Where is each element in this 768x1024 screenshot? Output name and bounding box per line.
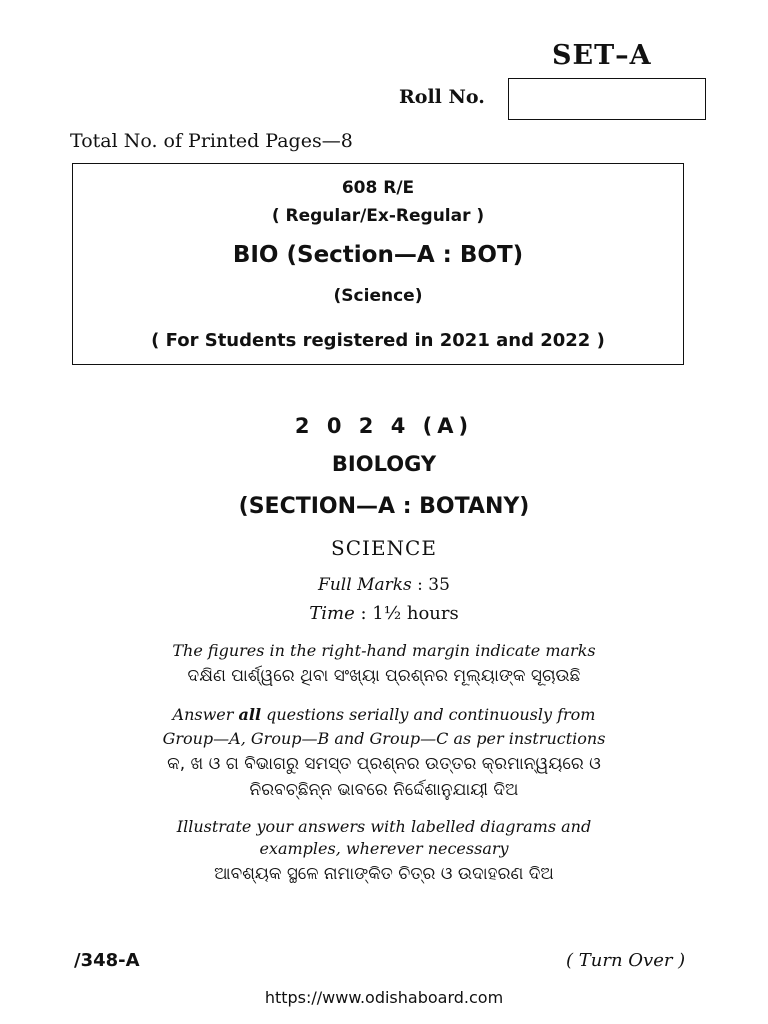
subject-code-line: BIO (Section—A : BOT) [232, 242, 524, 268]
exam-year: 2 0 2 4 (A) [294, 414, 474, 438]
roll-number-label: Roll No. [399, 86, 485, 108]
stream-label: (Science) [333, 286, 423, 306]
exam-time [0, 603, 768, 624]
instruction-illustrate-en-2: examples, wherever necessary [259, 839, 509, 858]
instruction-answer-en-1 [0, 704, 768, 726]
full-marks-value: : 35 [417, 575, 450, 595]
instruction-answer-all: all [238, 705, 262, 724]
regular-type: ( Regular/Ex-Regular ) [271, 206, 485, 226]
instruction-illustrate-en-1: Illustrate your answers with labelled diagrams and [176, 817, 592, 836]
instruction-answer-od-1: କ, ଖ ଓ ଗ ବିଭାଗରୁ ସମସ୍ତ ପ୍ରଶ୍ନର ଉତ୍ତର କ୍ରମାନ୍ୱୟରେ ଓ [167, 754, 601, 774]
total-pages-text: Total No. of Printed Pages—8 [70, 130, 353, 152]
registration-note: ( For Students registered in 2021 and 2022 ) [151, 330, 605, 351]
instruction-answer-en-2: Group—A, Group—B and Group—C as per instructions [162, 729, 606, 748]
paper-code-box [72, 163, 684, 365]
set-label: SET–A [552, 40, 652, 71]
time-label: Time [309, 603, 355, 624]
roll-number-box[interactable] [508, 78, 706, 120]
paper-code: 608 R/E [341, 178, 415, 198]
source-url[interactable]: https://www.odishaboard.com [264, 988, 504, 1007]
stream-title: SCIENCE [331, 536, 437, 560]
booklet-code: /348-A [74, 950, 140, 971]
time-value: : 1½ hours [360, 603, 459, 624]
subject-title: BIOLOGY [331, 452, 437, 476]
full-marks [0, 575, 768, 595]
instruction-answer-part3: questions serially and continuously from [261, 705, 596, 724]
section-title: (SECTION—A : BOTANY) [238, 494, 530, 519]
instruction-marks-od: ଦକ୍ଷିଣ ପାର୍ଶ୍ୱରେ ଥିବା ସଂଖ୍ୟା ପ୍ରଶ୍ନର ମୂଲ୍ୟାଙ୍କ ସୂଚାଉଛି [187, 666, 581, 686]
turn-over-note: ( Turn Over ) [566, 950, 686, 971]
full-marks-label: Full Marks [318, 575, 412, 595]
instruction-answer-part1: Answer [172, 705, 239, 724]
instruction-illustrate-od: ଆବଶ୍ୟକ ସ୍ଥଳେ ନାମାଙ୍କିତ ଚିତ୍ର ଓ ଉଦାହରଣ ଦିଅ [214, 864, 554, 884]
instruction-marks-en: The figures in the right-hand margin indicate marks [172, 641, 596, 660]
instruction-answer-od-2: ନିରବଚ୍ଛିନ୍ନ ଭାବରେ ନିର୍ଦ୍ଦେଶାନୁଯାୟୀ ଦିଅ [249, 780, 519, 800]
